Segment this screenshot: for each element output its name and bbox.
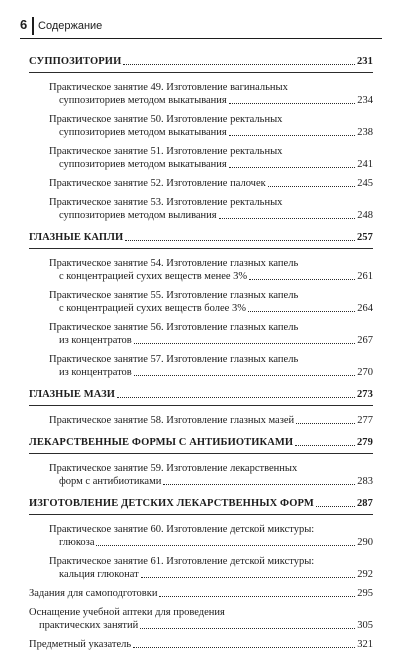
dot-leader bbox=[140, 628, 355, 629]
toc-entry-line bbox=[49, 321, 373, 334]
toc-page-number: 277 bbox=[357, 415, 373, 426]
dot-leader bbox=[229, 135, 356, 136]
toc-entry[interactable] bbox=[29, 414, 373, 427]
toc-page-number: 279 bbox=[356, 437, 373, 448]
page-number: 6 bbox=[20, 17, 28, 32]
header-underline bbox=[20, 38, 382, 39]
toc-entry-line bbox=[49, 81, 373, 94]
toc-page-number: 264 bbox=[357, 303, 373, 314]
toc-entry-line bbox=[49, 289, 373, 302]
toc-entry-text: ЛЕКАРСТВЕННЫЕ ФОРМЫ С АНТИБИОТИКАМИ bbox=[29, 437, 294, 448]
toc-section-entry[interactable] bbox=[29, 436, 373, 454]
toc-entry-line bbox=[49, 270, 373, 283]
toc-entry-text: Практическое занятие 52. Изготовление палочек bbox=[49, 178, 266, 189]
toc-entry-line bbox=[49, 257, 373, 270]
toc-entry-line bbox=[49, 302, 373, 315]
toc-entry[interactable] bbox=[29, 555, 373, 581]
toc-page-number: 273 bbox=[356, 389, 373, 400]
toc-entry-text: суппозиториев методом выкатывания bbox=[59, 127, 227, 138]
dot-leader bbox=[248, 311, 355, 312]
toc-entry-line bbox=[29, 231, 373, 244]
toc-entry[interactable] bbox=[29, 587, 373, 600]
toc-section-entry[interactable] bbox=[29, 388, 373, 406]
dot-leader bbox=[125, 240, 355, 241]
toc-entry-text: кальция глюконат bbox=[59, 569, 139, 580]
toc-entry-line bbox=[29, 497, 373, 510]
toc-entry-line bbox=[29, 606, 373, 619]
toc-entry-text: Практическое занятие 49. Изготовление вагинальных bbox=[49, 82, 288, 93]
toc-entry-text: с концентрацией сухих веществ более 3% bbox=[59, 303, 246, 314]
dot-leader bbox=[163, 484, 355, 485]
toc-entry-text: Практическое занятие 54. Изготовление глазных капель bbox=[49, 258, 299, 269]
toc-entry-line bbox=[29, 436, 373, 449]
page-header bbox=[20, 15, 382, 39]
dot-leader bbox=[229, 103, 356, 104]
toc-page-number: 261 bbox=[357, 271, 373, 282]
toc-entry[interactable] bbox=[29, 321, 373, 347]
dot-leader bbox=[159, 596, 355, 597]
toc-entry-text: ГЛАЗНЫЕ МАЗИ bbox=[29, 389, 116, 400]
dot-leader bbox=[96, 545, 355, 546]
dot-leader bbox=[316, 506, 355, 507]
toc-entry-text: Практическое занятие 61. Изготовление детской микстуры: bbox=[49, 556, 315, 567]
table-of-contents bbox=[29, 55, 373, 651]
toc-entry-text: Практическое занятие 58. Изготовление глазных мазей bbox=[49, 415, 295, 426]
dot-leader bbox=[249, 279, 355, 280]
toc-entry-line bbox=[49, 475, 373, 488]
toc-entry-text: Практическое занятие 59. Изготовление лекарственных bbox=[49, 463, 298, 474]
section-separator-line bbox=[29, 248, 373, 249]
toc-entry-line bbox=[49, 536, 373, 549]
toc-page-number: 267 bbox=[357, 335, 373, 346]
running-head: Содержание bbox=[38, 20, 103, 32]
toc-entry-line bbox=[49, 462, 373, 475]
dot-leader bbox=[133, 647, 355, 648]
toc-entry-text: суппозиториев методом выкатывания bbox=[59, 159, 227, 170]
dot-leader bbox=[134, 375, 356, 376]
toc-entry[interactable] bbox=[29, 462, 373, 488]
toc-page-number: 270 bbox=[357, 367, 373, 378]
toc-entry-line bbox=[29, 388, 373, 401]
toc-section-entry[interactable] bbox=[29, 231, 373, 249]
dot-leader bbox=[134, 343, 356, 344]
toc-entry-line bbox=[49, 555, 373, 568]
toc-entry[interactable] bbox=[29, 638, 373, 651]
toc-entry-line bbox=[49, 366, 373, 379]
toc-entry-line bbox=[29, 55, 373, 68]
toc-entry[interactable] bbox=[29, 177, 373, 190]
dot-leader bbox=[229, 167, 356, 168]
toc-entry-text: ГЛАЗНЫЕ КАПЛИ bbox=[29, 232, 124, 243]
toc-entry-text: суппозиториев методом выливания bbox=[59, 210, 217, 221]
header-vertical-rule bbox=[32, 17, 34, 35]
dot-leader bbox=[268, 186, 356, 187]
toc-entry-line bbox=[29, 587, 373, 600]
toc-page-number: 248 bbox=[357, 210, 373, 221]
toc-entry-text: Задания для самоподготовки bbox=[29, 588, 158, 599]
toc-entry-text: СУППОЗИТОРИИ bbox=[29, 56, 122, 67]
toc-entry-line bbox=[49, 334, 373, 347]
toc-entry[interactable] bbox=[29, 257, 373, 283]
section-separator-line bbox=[29, 453, 373, 454]
toc-entry-text: глюкоза bbox=[59, 537, 95, 548]
toc-section-entry[interactable] bbox=[29, 497, 373, 515]
toc-entry-text: Оснащение учебной аптеки для проведения bbox=[29, 607, 225, 618]
section-separator-line bbox=[29, 405, 373, 406]
toc-entry-text: Практическое занятие 57. Изготовление глазных капель bbox=[49, 354, 299, 365]
toc-page-number: 234 bbox=[357, 95, 373, 106]
toc-entry[interactable] bbox=[29, 145, 373, 171]
toc-page-number: 295 bbox=[357, 588, 373, 599]
toc-entry-text: ИЗГОТОВЛЕНИЕ ДЕТСКИХ ЛЕКАРСТВЕННЫХ ФОРМ bbox=[29, 498, 314, 509]
section-separator-line bbox=[29, 514, 373, 515]
toc-entry-text: Практическое занятие 60. Изготовление детской микстуры: bbox=[49, 524, 315, 535]
toc-entry-line bbox=[49, 353, 373, 366]
dot-leader bbox=[117, 397, 355, 398]
toc-entry-text: Практическое занятие 51. Изготовление ректальных bbox=[49, 146, 283, 157]
toc-page-number: 305 bbox=[357, 620, 373, 631]
toc-page-number: 241 bbox=[357, 159, 373, 170]
toc-entry-text: форм с антибиотиками bbox=[59, 476, 162, 487]
toc-entry-line bbox=[49, 523, 373, 536]
toc-entry-line bbox=[49, 94, 373, 107]
toc-page-number: 283 bbox=[357, 476, 373, 487]
toc-page-number: 257 bbox=[356, 232, 373, 243]
toc-entry-text: Практическое занятие 55. Изготовление глазных капель bbox=[49, 290, 299, 301]
toc-entry-text: Практическое занятие 50. Изготовление ректальных bbox=[49, 114, 283, 125]
dot-leader bbox=[219, 218, 356, 219]
toc-entry-line bbox=[49, 126, 373, 139]
toc-entry-text: Практическое занятие 53. Изготовление ректальных bbox=[49, 197, 283, 208]
toc-entry-text: с концентрацией сухих веществ менее 3% bbox=[59, 271, 248, 282]
toc-entry[interactable] bbox=[29, 81, 373, 107]
toc-entry-text: суппозиториев методом выкатывания bbox=[59, 95, 227, 106]
toc-page-number: 321 bbox=[357, 639, 373, 650]
toc-entry-line bbox=[49, 113, 373, 126]
toc-entry-line bbox=[49, 209, 373, 222]
toc-entry[interactable] bbox=[29, 289, 373, 315]
toc-entry[interactable] bbox=[29, 523, 373, 549]
toc-entry-text: из концентратов bbox=[59, 335, 132, 346]
dot-leader bbox=[295, 445, 355, 446]
toc-entry-text: из концентратов bbox=[59, 367, 132, 378]
toc-entry[interactable] bbox=[29, 196, 373, 222]
toc-entry-line bbox=[49, 196, 373, 209]
toc-entry-line bbox=[29, 619, 373, 632]
toc-entry-line bbox=[49, 158, 373, 171]
toc-entry-line bbox=[49, 177, 373, 190]
toc-page-number: 238 bbox=[357, 127, 373, 138]
toc-entry[interactable] bbox=[29, 606, 373, 632]
toc-entry-line bbox=[29, 638, 373, 651]
toc-page-number: 245 bbox=[357, 178, 373, 189]
toc-entry-line bbox=[49, 145, 373, 158]
dot-leader bbox=[123, 64, 355, 65]
toc-entry[interactable] bbox=[29, 353, 373, 379]
toc-entry-text: Предметный указатель bbox=[29, 639, 132, 650]
toc-page-number: 290 bbox=[357, 537, 373, 548]
toc-page-number: 287 bbox=[356, 498, 373, 509]
toc-page-number: 292 bbox=[357, 569, 373, 580]
dot-leader bbox=[141, 577, 356, 578]
section-separator-line bbox=[29, 72, 373, 73]
dot-leader bbox=[296, 423, 355, 424]
toc-entry-text: Практическое занятие 56. Изготовление глазных капель bbox=[49, 322, 299, 333]
toc-page-number: 231 bbox=[356, 56, 373, 67]
toc-entry-text: практических занятий bbox=[39, 620, 139, 631]
toc-section-entry[interactable] bbox=[29, 55, 373, 73]
toc-entry-line bbox=[49, 414, 373, 427]
toc-entry[interactable] bbox=[29, 113, 373, 139]
